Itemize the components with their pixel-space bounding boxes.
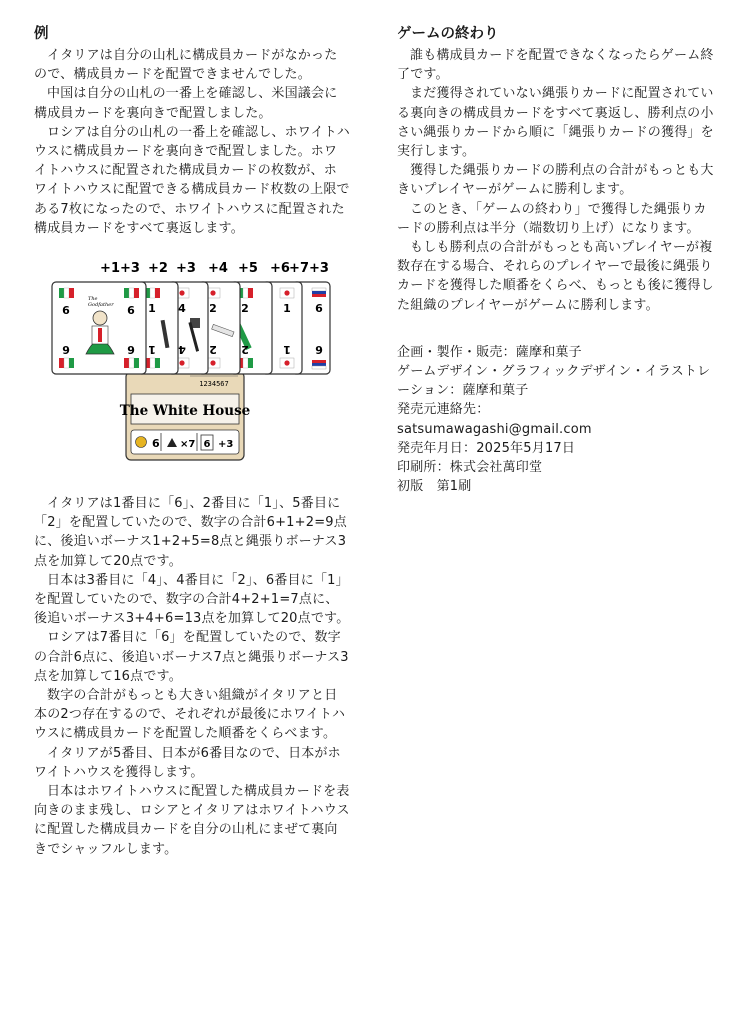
bonus-label: +6 xyxy=(270,261,290,277)
credit-line: 印刷所：株式会社萬印堂 xyxy=(397,460,543,476)
example-paragraph: イタリアは自分の山札に構成員カードがなかったので、構成員カードを配置できませんでした。 xyxy=(34,48,338,83)
result-paragraph: 日本はホワイトハウスに配置した構成員カードを表向きのまま残し、ロシアとイタリアはホワイトハウスに配置した構成員カードを自分の山札にまぜて裏向きでシャッフルします。 xyxy=(34,784,350,857)
game-end-paragraph: 誰も構成員カードを配置できなくなったらゲーム終了です。 xyxy=(397,48,714,83)
territory-slot-numbers: 1234567 xyxy=(199,380,229,389)
result-paragraph: イタリアは1番目に「6」、2番目に「1」、5番目に「2」を配置していたので、数字の合計6+1+2=9点に、後追いボーナス1+2+5=8点と縄張りボーナス3点を加算して20点です。 xyxy=(34,496,347,569)
bonus-label: +4 xyxy=(208,261,228,277)
example-paragraph: ロシアは自分の山札の一番上を確認し、ホワイトハウスに構成員カードを裏向きで配置しました。ホワイトハウスに配置された構成員カードの枚数が、ホワイトハウスに配置できる構成員カード枚数の上限である7枚になったので、ホワイトハウスに配置された構成員カードをすべて裏返します。 xyxy=(34,124,350,236)
svg-text:4: 4 xyxy=(178,343,186,357)
contact-email[interactable]: satsumawagashi@gmail.com xyxy=(397,421,592,437)
game-end-paragraph: まだ獲得されていない縄張りカードに配置されている裏向きの構成員カードをすべて裏返し、勝利点の小さい縄張りカードから順に「縄張りカードの獲得」を実行します。 xyxy=(397,86,714,160)
result-paragraph: 数字の合計がもっとも大きい組織がイタリアと日本の2つ存在するので、それぞれが最後にホワイトハウスに構成員カードを配置した順番をくらべます。 xyxy=(34,688,346,742)
svg-text:6: 6 xyxy=(315,343,323,357)
result-paragraph: 日本は3番目に「4」、4番目に「2」、6番目に「1」を配置していたので、数字の合計4+2+1=7点に、後追いボーナス3+4+6=13点を加算して20点です。 xyxy=(34,572,350,627)
game-end-paragraph: 獲得した縄張りカードの勝利点の合計がもっとも大きいプレイヤーがゲームに勝利します。 xyxy=(397,163,714,198)
result-paragraph: ロシアは7番目に「6」を配置していたので、数字の合計6点に、後追いボーナス7点と縄張りボーナス3点を加算して16点です。 xyxy=(34,630,349,684)
card-illustration xyxy=(34,258,350,472)
svg-text:6: 6 xyxy=(315,302,323,316)
svg-text:6: 6 xyxy=(127,343,135,357)
svg-text:4: 4 xyxy=(178,302,186,316)
game-end-paragraph: このとき、「ゲームの終わり」で獲得した縄張りカードの勝利点は半分（端数切り上げ）になります。 xyxy=(397,201,707,236)
svg-text:1: 1 xyxy=(148,302,156,316)
right-column xyxy=(397,24,715,496)
credit-line: 初版 第1刷 xyxy=(397,479,472,495)
svg-text:2: 2 xyxy=(241,302,249,316)
card-title-godfather: Godfather xyxy=(88,302,114,309)
credit-line: ゲームデザイン・グラフィックデザイン・イラストレーション：薩摩和菓子 xyxy=(397,364,711,399)
result-paragraph: イタリアが5番目、日本が6番目なので、日本がホワイトハウスを獲得します。 xyxy=(34,745,341,780)
svg-text:6: 6 xyxy=(62,304,70,318)
svg-text:2: 2 xyxy=(209,302,217,316)
svg-text:6: 6 xyxy=(152,437,160,451)
svg-text:6: 6 xyxy=(127,304,135,318)
left-column xyxy=(34,24,350,859)
credits-block xyxy=(397,343,715,497)
coin-icon xyxy=(136,437,147,448)
credit-line: 企画・製作・販売：薩摩和菓子 xyxy=(397,344,582,360)
spacer xyxy=(397,329,715,343)
spacer xyxy=(397,315,715,329)
bonus-label: +7+3 xyxy=(289,261,329,277)
svg-text:1: 1 xyxy=(283,302,291,316)
territory-card-white-house xyxy=(120,372,251,460)
bonus-label: +5 xyxy=(238,261,258,277)
game-end-paragraph: もしも勝利点の合計がもっとも高いプレイヤーが複数存在する場合、それらのプレイヤーで最後に縄張りカードを獲得した順番をくらべ、もっとも後に獲得した組織のプレイヤーがゲームに勝利します。 xyxy=(397,240,714,313)
svg-text:×7: ×7 xyxy=(180,439,196,451)
credit-line: 発売元連絡先： xyxy=(397,402,490,418)
bonus-label: +2 xyxy=(148,261,168,277)
card-illustration-svg xyxy=(34,258,350,472)
example-paragraph: 中国は自分の山札の一番上を確認し、米国議会に構成員カードを裏向きで配置しました。 xyxy=(34,86,338,121)
bonus-label: +1+3 xyxy=(100,261,140,277)
svg-text:2: 2 xyxy=(241,343,249,357)
svg-text:6: 6 xyxy=(203,439,211,451)
card-title-the: The xyxy=(88,296,98,303)
svg-text:1: 1 xyxy=(148,343,156,357)
territory-title: The White House xyxy=(119,403,251,420)
bonus-label: +3 xyxy=(176,261,196,277)
game-end-heading: ゲームの終わり xyxy=(397,26,499,42)
svg-text:2: 2 xyxy=(209,343,217,357)
svg-text:+3: +3 xyxy=(218,439,234,451)
member-card-italy-godfather xyxy=(52,282,146,374)
example-heading: 例 xyxy=(34,26,49,42)
svg-text:6: 6 xyxy=(62,343,70,357)
godfather-illustration xyxy=(93,311,107,325)
svg-text:1: 1 xyxy=(283,343,291,357)
credit-line: 発売年月日：2025年5月17日 xyxy=(397,440,576,456)
